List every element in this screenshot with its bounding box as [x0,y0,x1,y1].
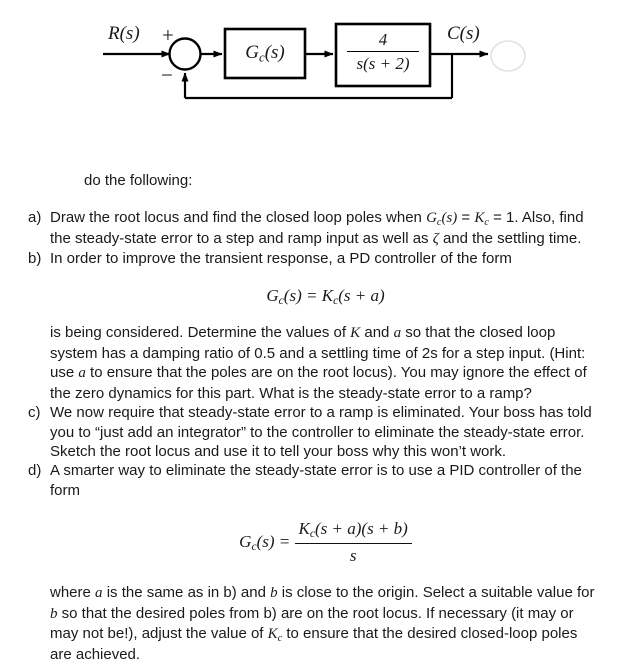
item-marker-d: d) [28,462,42,480]
item-marker-b: b) [28,250,42,268]
pid-numerator: $K_c(s + a)(s + b)$ [298,519,408,541]
block-diagram-lines [0,0,627,150]
pd-eq-lhs: $G_c(s)$ = [266,285,322,308]
kc-symbol-d: $K_c$ [267,626,283,644]
plant-denominator: s(s + 2) [356,53,410,73]
input-signal-label: R(s) [108,23,140,44]
item-marker-a: a) [28,209,42,226]
plant-numerator: 4 [378,30,388,49]
pid-eq-fraction [295,520,412,565]
item-c-text: We now require that steady-state error to a ramp is eliminated. Your boss has told you to “just add an integrator” to the controller to eliminate the steady-state error. Sketch the root locus and use it to tell your boss why this won’t work. [50,404,592,460]
summing-minus-sign: − [161,63,173,87]
zeta-symbol: ζ [432,231,439,248]
plant-block-transfer-function [336,31,430,73]
pid-controller-equation [50,520,603,565]
controller-block-label: $G_c(s)$ [245,42,285,65]
item-a-text: Draw the root locus and find the closed loop poles when $G_c(s) = K_c = 1$. Also, find the steady-state error to a step and ramp input as well as ζ and the settling time. [50,209,584,248]
k-symbol-b: K [350,325,361,342]
pd-controller-equation [50,286,603,308]
a-symbol-d: a [95,585,103,602]
pid-eq-lhs: $G_c(s)$ = [239,531,295,553]
item-d-intro: A smarter way to eliminate the steady-state error is to use a PID controller of the form [50,462,582,499]
problem-item-c [0,403,627,461]
pid-denominator: s [349,545,357,565]
b-symbol-d: b [270,585,278,602]
kc-symbol-a: $K_c$ [474,210,489,228]
lead-in-text: do the following: [84,172,193,189]
a-symbol-b: a [393,325,402,342]
problem-item-d [0,461,627,664]
a-symbol-b2: a [78,365,86,382]
problem-item-b [0,249,627,403]
fraction-bar [347,51,419,52]
summing-plus-sign: + [162,23,174,47]
b-symbol-d2: b [50,605,58,622]
block-diagram [0,0,627,150]
gc-symbol-a: $G_c(s)$ [426,210,458,228]
item-d-body: where a is the same as in b) and b is close to the origin. Select a suitable value for b so that the desired poles from b) are on the root locus. If necessary (it may or may not be!), adjust the value of $K_c$ to ensure that the desired closed-loop poles are achieved. [50,584,595,664]
problem-item-a [0,208,627,249]
output-signal-label: C(s) [447,23,480,44]
item-marker-c: c) [28,404,41,422]
problem-list [0,208,627,665]
item-b-intro: In order to improve the transient response, a PD controller of the form [50,250,512,268]
item-b-body: is being considered. Determine the values of K and a so that the closed loop system has a damping ratio of 0.5 and a settling time of 2s for a step input. (Hint: use a to ensure that the poles are on the root locus). You may ignore the effect of the zero dynamics for this part. What is the steady-state error to a ramp? [50,324,587,402]
pid-fraction-bar [295,543,412,544]
pd-eq-rhs: $K_c(s + a)$ [321,285,385,308]
controller-block-subscript: c [258,49,265,65]
